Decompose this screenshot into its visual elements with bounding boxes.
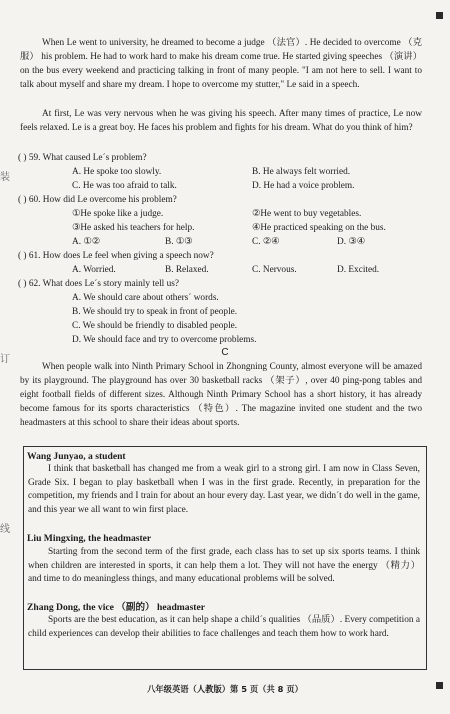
answer-blank[interactable]: ( ) bbox=[18, 279, 27, 289]
margin-mark: 订 bbox=[0, 354, 10, 365]
section-c-intro: When people walk into Ninth Primary School in Zhongning County, almost everyone will be amazed by its playground. The playground has over 30 basketball racks （架子）, over 40 ping-pong tables and eight football fields of different sizes. Although Ninth Primary School has a short history, it has already become famous for its sports characteristics （特色）. The magazine invited one student and the two headmasters at this school to share their ideas about sports. bbox=[20, 362, 422, 429]
section-c-label: C bbox=[221, 347, 229, 358]
speaker-heading-3: Zhang Dong, the vice （副的） headmaster bbox=[27, 602, 206, 613]
question-stem: 59. What caused Le´s problem? bbox=[28, 153, 147, 163]
choice-4: ④He practiced speaking on the bus. bbox=[252, 223, 386, 233]
option-c: C. ②④ bbox=[252, 237, 280, 247]
speaker-heading-1: Wang Junyao, a student bbox=[27, 451, 126, 462]
option-d: D. He had a voice problem. bbox=[252, 181, 355, 191]
speaker-text-2: Starting from the second term of the first grade, each class has to set up six sports teams. I think when children are interested in sports, it can help them a lot. They will not have the energy （精力） and time to do meaningless things, and many educational problems will be solved. bbox=[28, 547, 420, 585]
option-b: B. Relaxed. bbox=[165, 265, 209, 275]
option-b: B. ①③ bbox=[165, 237, 193, 247]
question-60 bbox=[18, 194, 177, 207]
choice-2: ②He went to buy vegetables. bbox=[252, 209, 362, 219]
choice-1: ①He spoke like a judge. bbox=[72, 209, 164, 219]
answer-blank[interactable]: ( ) bbox=[18, 251, 27, 261]
registration-mark bbox=[436, 682, 443, 689]
passage-paragraph-2: At first, Le was very nervous when he was giving his speech. After many times of practice, Le now feels relaxed. Le is a great boy. He faces his problem and fights for his dream. What do you think of him? bbox=[20, 109, 422, 134]
page-footer: 八年级英语（人教版）第 5 页（共 8 页） bbox=[147, 684, 303, 694]
speaker-text-3: Sports are the best education, as it can help shape a child´s qualities （品质）. Every competition a child experiences can develop their abilities to face challenges and teach them how to work hard. bbox=[28, 615, 420, 639]
margin-mark: 线 bbox=[0, 524, 10, 535]
question-stem: 61. How does Le feel when giving a speech now? bbox=[28, 251, 214, 261]
question-stem: 62. What does Le´s story mainly tell us? bbox=[28, 279, 179, 289]
speaker-text-1: I think that basketball has changed me from a weak girl to a strong girl. I am now in Class Seven, Grade Six. I began to play basketball when I was in the first grade. Recently, in preparation for the competition, my friends and I train for about an hour every day. Last year, we didn´t do well in the game, and this year we all want to win first place. bbox=[28, 464, 420, 515]
question-stem: 60. How did Le overcome his problem? bbox=[28, 195, 177, 205]
option-c: C. Nervous. bbox=[252, 265, 297, 275]
option-d: D. ③④ bbox=[337, 237, 366, 247]
option-d: D. Excited. bbox=[337, 265, 380, 275]
answer-blank[interactable]: ( ) bbox=[18, 195, 27, 205]
choice-3: ③He asked his teachers for help. bbox=[72, 223, 195, 233]
option-c: C. We should be friendly to disabled people. bbox=[72, 321, 238, 331]
option-b: B. We should try to speak in front of people. bbox=[72, 307, 238, 317]
option-c: C. He was too afraid to talk. bbox=[72, 181, 177, 191]
option-a: A. We should care about others´ words. bbox=[72, 293, 219, 303]
registration-mark bbox=[436, 12, 443, 19]
option-a: A. He spoke too slowly. bbox=[72, 167, 162, 177]
option-a: A. Worried. bbox=[72, 265, 116, 275]
speaker-heading-2: Liu Mingxing, the headmaster bbox=[27, 533, 152, 544]
passage-paragraph-1: When Le went to university, he dreamed to become a judge （法官）. He decided to overcome （克服） his problem. He had to work hard to make his dream come true. He started giving speeches （演讲） on the bus every weekend and practicing talking in front of many people. "I am not here to sell. I want to talk about myself and share my dream. I hope to overcome my stutter," Le said in a speech. bbox=[20, 38, 422, 91]
question-62 bbox=[18, 278, 179, 291]
option-b: B. He always felt worried. bbox=[252, 167, 351, 177]
margin-mark: 装 bbox=[0, 172, 10, 183]
option-d: D. We should face and try to overcome problems. bbox=[72, 335, 257, 345]
question-61 bbox=[18, 250, 214, 263]
question-59 bbox=[18, 152, 147, 165]
answer-blank[interactable]: ( ) bbox=[18, 153, 27, 163]
option-a: A. ①② bbox=[72, 237, 101, 247]
